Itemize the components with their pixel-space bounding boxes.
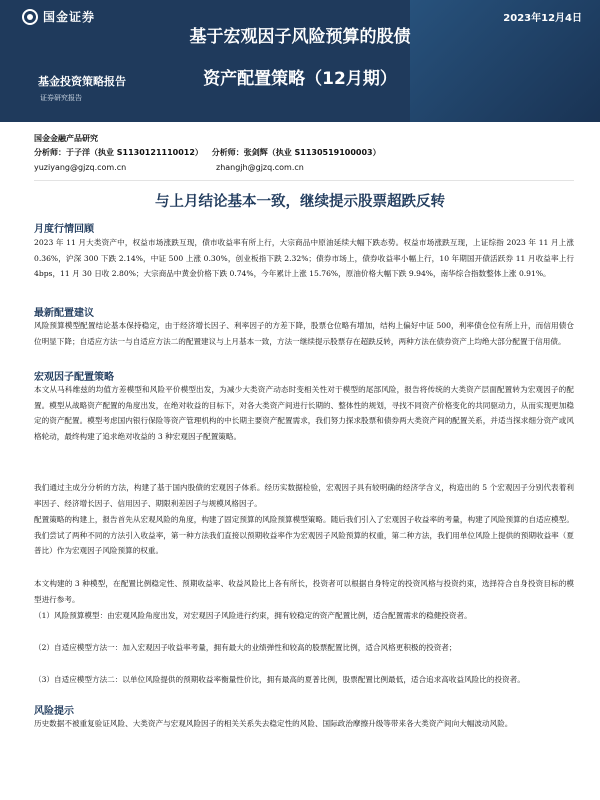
report-type: 基金投资策略报告 — [38, 75, 126, 88]
report-title-line2: 资产配置策略（12月期） — [203, 69, 397, 89]
analyst-line — [34, 147, 387, 158]
allocation-body: 风险预算模型配置结论基本保持稳定，由于经济增长因子、利率因子的方差下降，股票仓位略有增加，结构上偏好中证 500，利率债仓位有所上升，而信用债仓位明显下降；自适应方法一与自适应方法二的配置建议与上月基本一致，方法一继续提示股票存在超跌反转，两种方法在债券资产上均绝大部分配置于信用债。 — [34, 321, 574, 346]
report-subtype: 证券研究报告 — [40, 94, 82, 102]
institute-name: 国金金融产品研究 — [34, 134, 98, 143]
macro-item-2: （2）自适应模型方法一：加入宏观因子收益率考量，拥有最大的业绩弹性和较高的股票配置比例，适合风格更积极的投资者； — [34, 643, 457, 652]
divider — [34, 180, 574, 181]
macro-paragraph-4: 本文构建的 3 种模型，在配置比例稳定性、预期收益率、收益风险比上各有所长，投资者可以根据自身特定的投资风格与投资约束，选择符合自身投资目标的模型进行参考。 — [34, 579, 574, 604]
section-title-risk: 风险提示 — [34, 706, 74, 717]
risk-body: 历史数据不被重复验证风险、大类资产与宏观风险因子的相关关系失去稳定性的风险、国际政治摩擦升级等带来各大类资产间向大幅波动风险。 — [34, 719, 513, 728]
macro-item-1: （1）风险预算模型：由宏观风险角度出发，对宏观因子风险进行约束，拥有较稳定的资产配置比例，适合配置需求的稳健投资者。 — [34, 611, 472, 620]
market-review-body: 2023 年 11 月大类资产中，权益市场涨跌互现，债市收益率有所上行，大宗商品中原油延续大幅下跌态势。权益市场涨跌互现，上证综指 2023 年 11 月上涨 0.36%，沪深 300 下跌 2.14%，中证 500 上涨 0.30%，创业板指下跌 2.32%；债券市场上，债券收益率小幅上行，10 年期国开债活跃券 11 月收益率上行 4bps，11 月 30 日收 2.80%；大宗商品中黄金价格下跌 0.74%，今年累计上涨 15.76%，原油价格大幅下跌 9.94%，南华综合指数整体上涨 0.91%。 — [34, 238, 574, 279]
macro-paragraph-2: 我们通过主成分分析的方法，构建了基于国内股债的宏观因子体系。经历实数据检验，宏观因子具有较明确的经济学含义，构造出的 5 个宏观因子分别代表着利率因子、经济增长因子、信用因子、期限利差因子与规模风格因子。 — [34, 483, 574, 508]
section-title-macro-strategy: 宏观因子配置策略 — [34, 372, 114, 383]
report-header — [0, 0, 600, 122]
section-title-market-review: 月度行情回顾 — [34, 224, 94, 235]
email-line — [34, 163, 574, 172]
report-title-line1: 基于宏观因子风险预算的股债 — [189, 27, 411, 47]
analyst-2: 分析师：张剑辉（执业 S1130519100003） — [211, 148, 381, 157]
logo-text: 国金证券 — [43, 10, 96, 24]
email-1[interactable]: yuziyang@gjzq.com.cn — [34, 163, 127, 172]
macro-paragraph-1: 本文从马科维兹的均值方差模型和风险平价模型出发，为减少大类资产动态时变相关性对于模型的尾部风险，报告将传统的大类资产层面配置转为宏观因子的配置。模型从战略资产配置的角度出发，在绝对收益的目标下，对各大类资产间进行长期的、整体性的规划，寻找不同资产价格变化的共同驱动力，从而实现更加稳定的资产配置。模型考虑国内银行保险等资产管理机构的中长期主要资产配置需求，我们努力探求股票和债券两大类资产间的配置关系，并适当探求细分资产或风格轮动，最终构建了追求绝对收益的 3 种宏观因子配置策略。 — [34, 385, 574, 442]
email-2[interactable]: zhangjh@gjzq.com.cn — [216, 163, 304, 172]
report-date: 2023年12月4日 — [503, 13, 582, 24]
headline: 与上月结论基本一致，继续提示股票超跌反转 — [155, 194, 445, 210]
macro-item-3: （3）自适应模型方法二：以单位风险提供的预期收益率衡量性价比，拥有最高的夏普比例，股票配置比例最低，适合追求高收益风险比的投资者。 — [34, 675, 525, 684]
section-title-allocation: 最新配置建议 — [34, 308, 94, 319]
analyst-1: 分析师：于子洋（执业 S1130121110012） — [34, 148, 203, 157]
macro-paragraph-3: 配置策略的构建上，报告首先从宏观风险的角度，构建了固定预算的风险预算模型策略。随后我们引入了宏观因子收益率的考量，构建了风险预算的自适应模型。我们尝试了两种不同的方法引入收益率，第一种方法我们直接以预期收益率作为宏观因子风险预算的权重，第二种方法，我们用单位风险上提供的预期收益率（夏普比）作为宏观因子风险预算的权重。 — [34, 515, 574, 556]
